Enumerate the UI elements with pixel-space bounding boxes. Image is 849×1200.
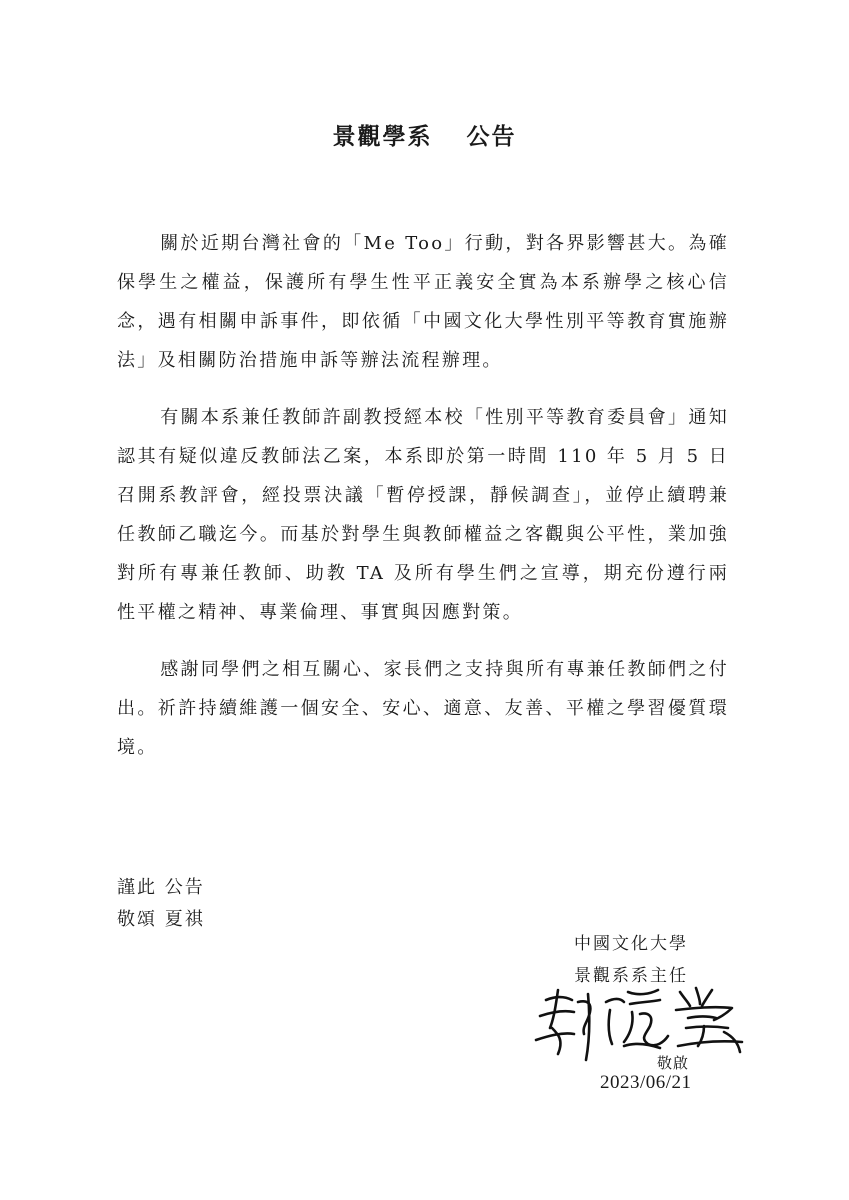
announcement-date: 2023/06/21 [600,1072,692,1093]
closing-line-greeting: 敬頌 夏祺 [117,909,205,930]
title-department: 景觀學系 [332,123,433,150]
announcement-body [117,224,729,785]
page-title [0,118,849,151]
paragraph-thanks: 感謝同學們之相互關心、家長們之支持與所有專兼任教師們之付出。祈許持續維護一個安全、安心、適意、友善、平權之學習優質環境。 [117,659,729,758]
closing-line-announce: 謹此 公告 [117,877,205,898]
signature-respect: 敬啟 [657,1054,690,1072]
title-notice: 公告 [466,123,517,150]
closing-block [117,872,205,936]
signer-role: 景觀系系主任 [574,966,688,986]
signer-organization: 中國文化大學 [574,934,688,954]
paragraph-metoo: 關於近期台灣社會的「Me Too」行動，對各界影響甚大。為確保學生之權益，保護所有學生性平正義安全實為本系辦學之核心信念，遇有相關申訴事件，即依循「中國文化大學性別平等教育實施辦法」及相關防治措施申訴等辦法流程辦理。 [117,233,729,371]
paragraph-case: 有關本系兼任教師許副教授經本校「性別平等教育委員會」通知認其有疑似違反教師法乙案，本系即於第一時間 110 年 5 月 5 日召開系教評會，經投票決議「暫停授課，靜候調查」，並停止續聘兼任教師乙職迄今。而基於對學生與教師權益之客觀與公平性，業加強對所有專兼任教師、助教 TA 及所有學生們之宣導，期充份遵行兩性平權之精神、專業倫理、事實與因應對策。 [117,407,729,623]
handwritten-signature [528,982,748,1062]
